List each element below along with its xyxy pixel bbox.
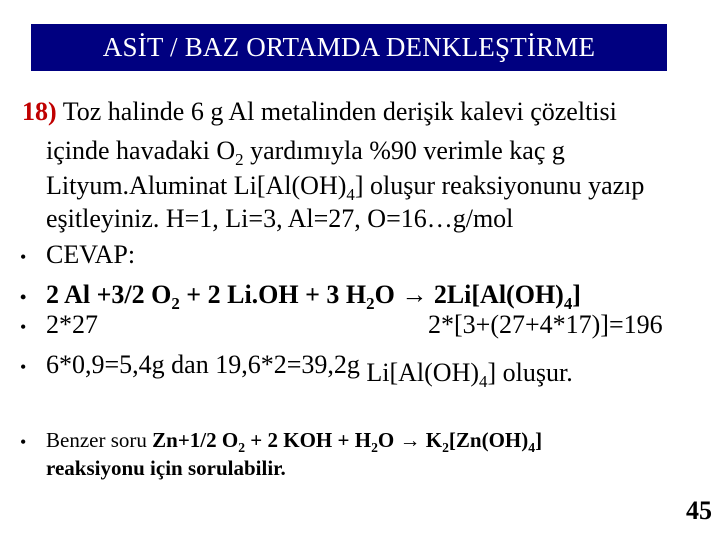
- slide-title: ASİT / BAZ ORTAMDA DENKLEŞTİRME: [31, 24, 667, 71]
- bullet: •: [20, 356, 27, 377]
- result-row: • 6*0,9=5,4g dan 19,6*2=39,2g $Li[Al(OH)_4]$ oluşur.: [20, 350, 573, 391]
- answer-label: CEVAP:: [46, 240, 136, 269]
- question-line-1: [22, 94, 617, 130]
- question-text-1: Toz halinde 6 g Al metalinden derişik kalevi çözeltisi: [56, 97, 617, 126]
- equation-row: • 2 Al +3/2 $O_2 + 2$ Li.OH + 3 $H_2O \to 2Li[Al(OH)_4]$: [20, 280, 581, 313]
- question-line-2: içinde havadaki $O_2$ yardımıyla %90 verimle kaç g: [46, 136, 565, 169]
- bullet: •: [20, 246, 27, 267]
- bullet: •: [20, 316, 27, 337]
- answer-label-row: [20, 240, 135, 270]
- similar-question-row: • Benzer soru Zn+1/2 $O_2 + 2$ KOH + $H_2O \to K_2[Zn(OH)_4]$: [20, 428, 543, 455]
- page-number: 45: [686, 496, 712, 525]
- mass-left: 2*27: [46, 310, 98, 339]
- mass-row: [20, 310, 98, 340]
- bullet: •: [20, 286, 27, 307]
- similar-question-line-2: reaksiyonu için sorulabilir.: [46, 456, 286, 480]
- question-line-4: eşitleyiniz. H=1, Li=3, Al=27, O=16…g/mol: [46, 204, 514, 233]
- mass-right: 2*[3+(27+4*17)]=196: [428, 310, 663, 339]
- question-number: 18): [22, 97, 57, 126]
- bullet: •: [20, 431, 27, 452]
- question-line-3: Lityum.Aluminat $Li[Al(OH)_4]$ oluşur reaksiyonunu yazıp: [46, 171, 645, 204]
